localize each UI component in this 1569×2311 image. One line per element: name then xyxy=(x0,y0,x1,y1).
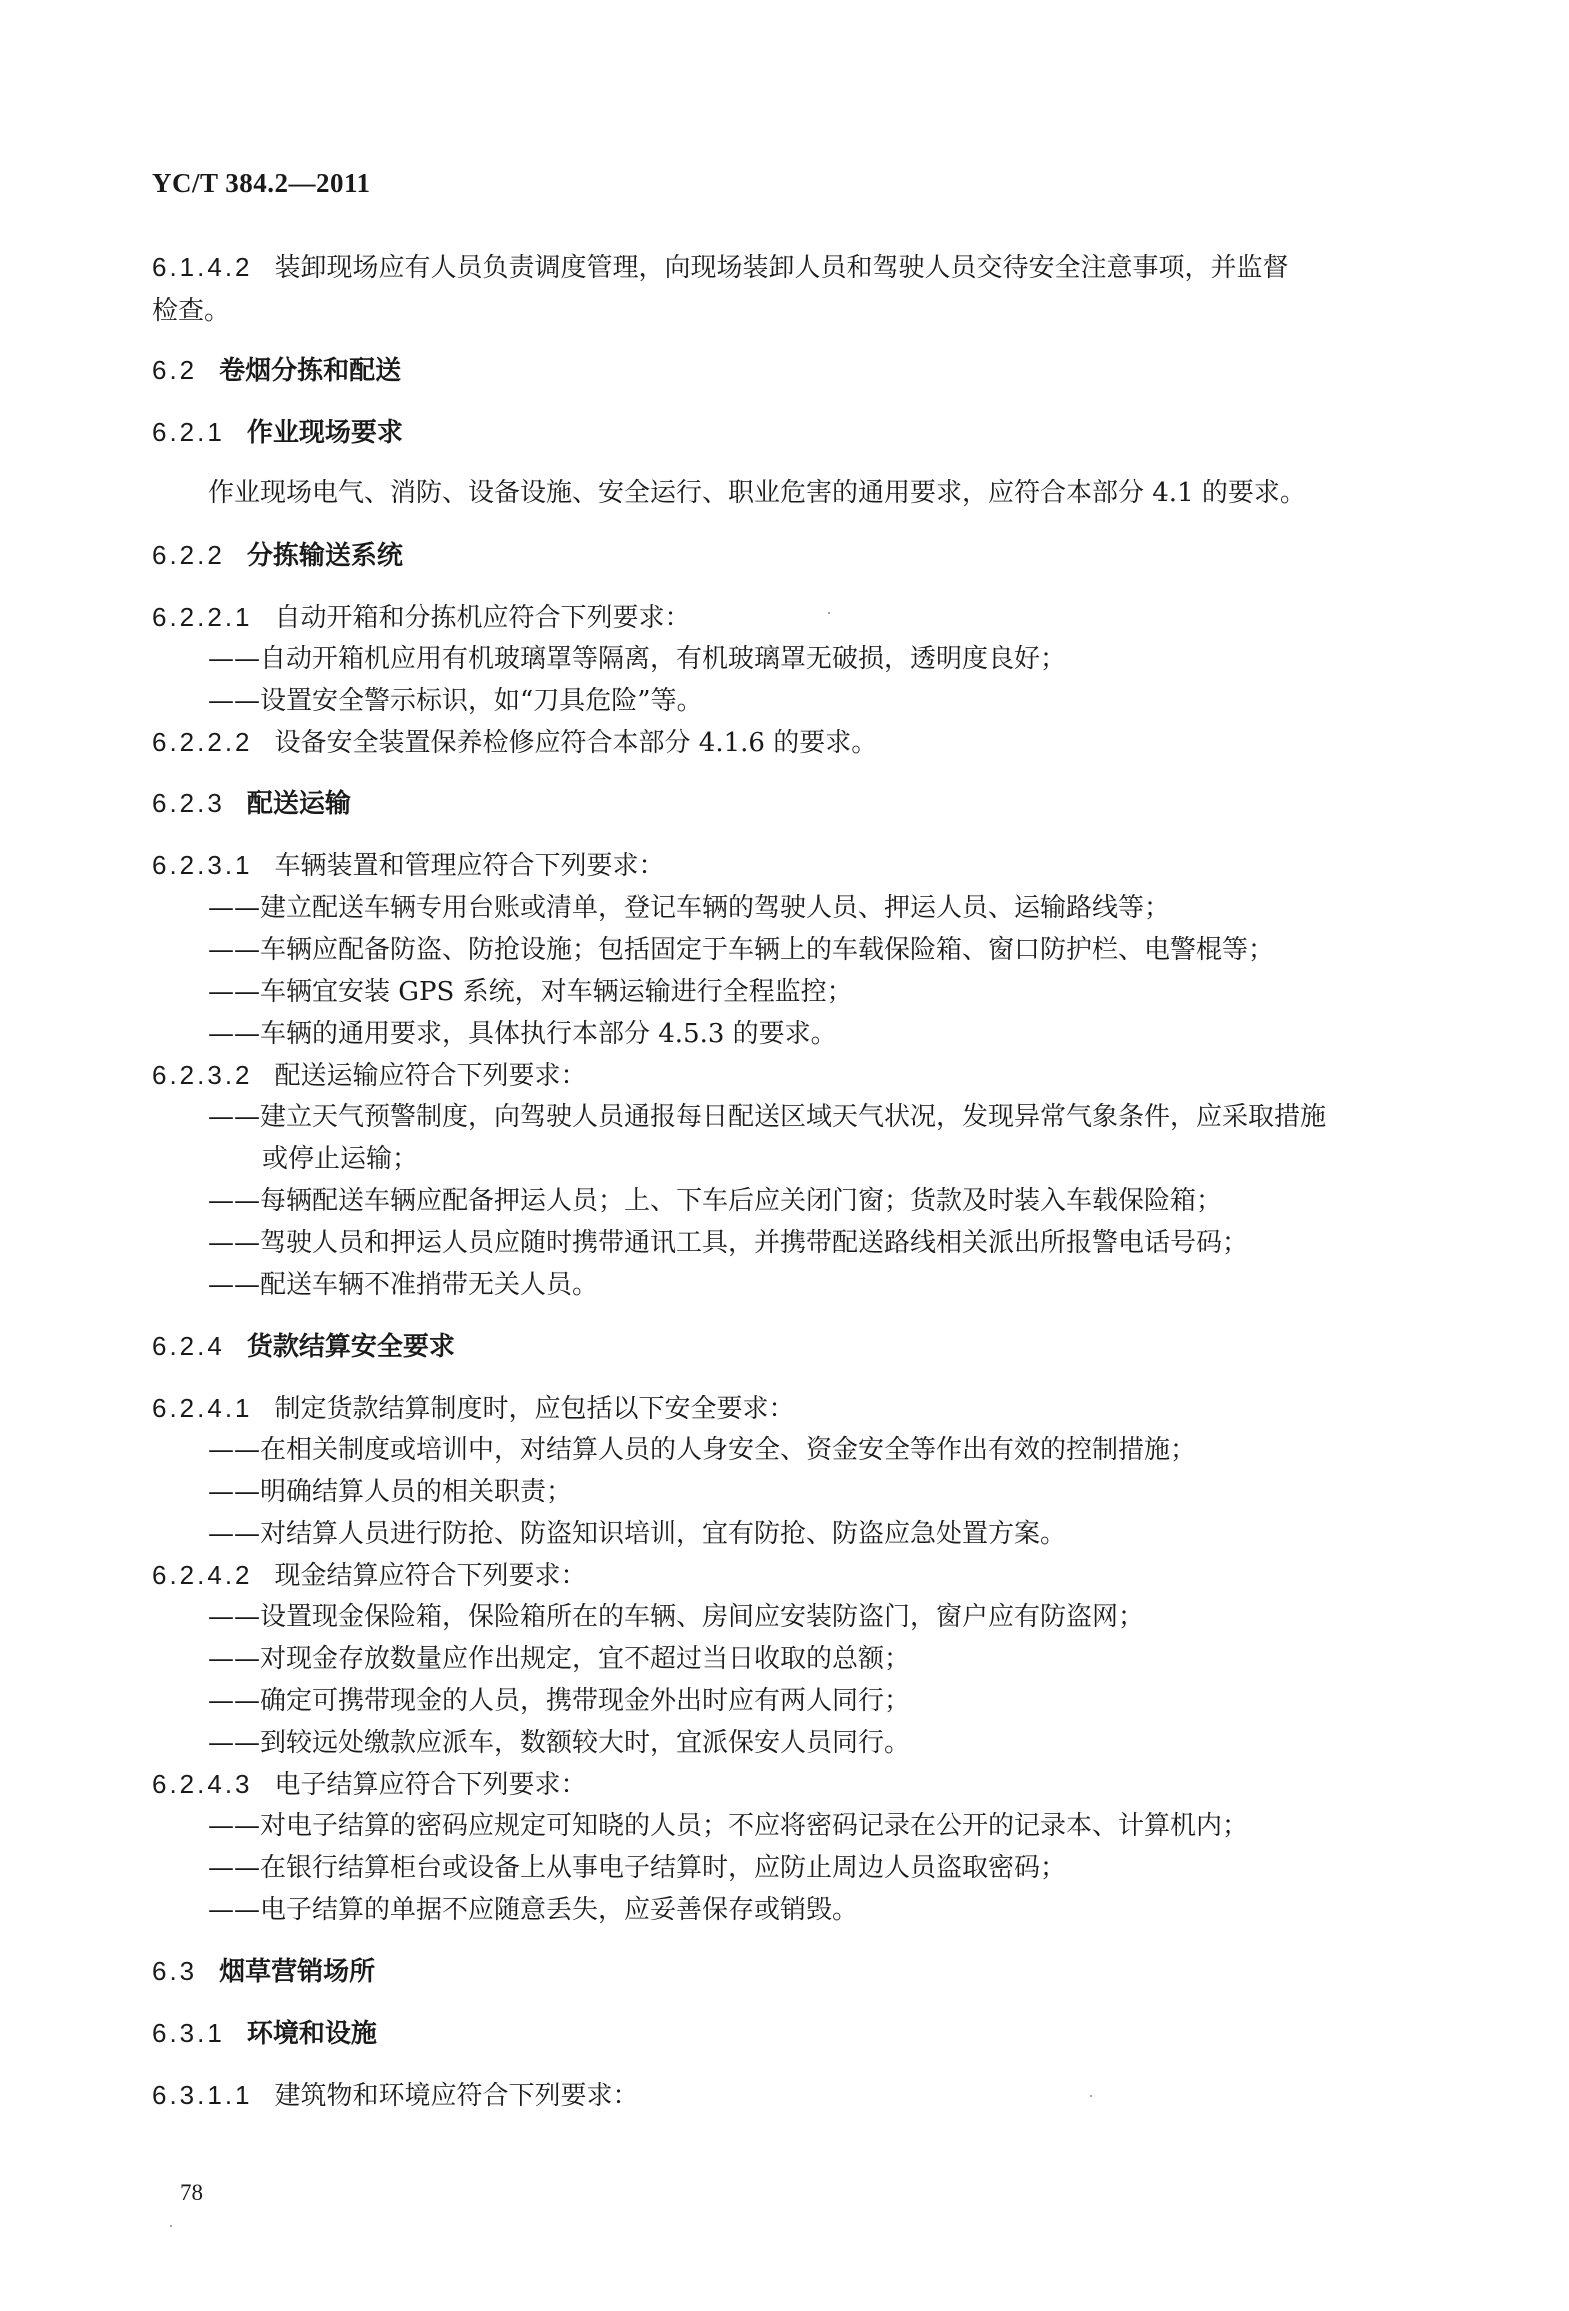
list-item-text: ——车辆的通用要求，具体执行本部分 4.5.3 的要求。 xyxy=(208,1019,837,1049)
section-title: 分拣输送系统 xyxy=(246,541,403,571)
paragraph-text: 作业现场电气、消防、设备设施、安全运行、职业危害的通用要求，应符合本部分 4.1 的要求。 xyxy=(208,478,1306,508)
clause-number: 6.2.3.2 xyxy=(152,1060,253,1090)
list-item-text: ——驾驶人员和押运人员应随时携带通讯工具，并携带配送路线相关派出所报警电话号码； xyxy=(208,1228,1249,1258)
section-heading-6-3-1 xyxy=(152,2020,377,2047)
clause-text: 现金结算应符合下列要求： xyxy=(274,1561,587,1591)
list-item-text: ——电子结算的单据不应随意丢失，应妥善保存或销毁。 xyxy=(208,1895,859,1925)
section-number: 6.3 xyxy=(152,1956,198,1986)
section-title: 环境和设施 xyxy=(246,2019,377,2049)
list-item xyxy=(208,1688,910,1714)
list-item xyxy=(208,1521,1066,1547)
clause-number: 6.3.1.1 xyxy=(152,2080,253,2110)
clause-text: 配送运输应符合下列要求： xyxy=(274,1061,587,1091)
section-heading-6-2 xyxy=(152,357,401,384)
clause-number: 6.2.3.1 xyxy=(152,850,253,880)
clause-text: 制定货款结算制度时，应包括以下安全要求： xyxy=(274,1394,795,1424)
section-number: 6.2.2 xyxy=(152,540,225,570)
section-title: 配送运输 xyxy=(246,789,351,819)
section-title: 烟草营销场所 xyxy=(219,1957,376,1987)
clause-6-2-4-3 xyxy=(152,1771,587,1798)
list-item xyxy=(208,1437,1196,1463)
list-item xyxy=(208,937,1274,963)
list-item xyxy=(208,1021,837,1047)
clause-text: 建筑物和环境应符合下列要求： xyxy=(274,2081,639,2111)
list-item xyxy=(208,1230,1248,1256)
clause-text: 电子结算应符合下列要求： xyxy=(274,1770,587,1800)
clause-number: 6.2.2.2 xyxy=(152,727,253,757)
list-item-text: ——车辆应配备防盗、防抢设施；包括固定于车辆上的车载保险箱、窗口防护栏、电警棍等； xyxy=(208,935,1275,965)
list-item-text: ——每辆配送车辆应配备押运人员；上、下车后应关闭门窗；货款及时装入车载保险箱； xyxy=(208,1186,1223,1216)
list-item xyxy=(208,646,1066,672)
clause-6-1-4-2 xyxy=(152,254,1289,281)
list-item-continuation xyxy=(262,1146,418,1172)
clause-6-3-1-1 xyxy=(152,2082,639,2109)
clause-number: 6.1.4.2 xyxy=(152,252,253,282)
section-title: 货款结算安全要求 xyxy=(246,1332,455,1362)
section-number: 6.2 xyxy=(152,355,198,385)
list-item xyxy=(208,1813,1248,1839)
list-item xyxy=(208,1855,1066,1881)
list-item xyxy=(208,1188,1222,1214)
list-item-text: ——对结算人员进行防抢、防盗知识培训，宜有防抢、防盗应急处置方案。 xyxy=(208,1519,1067,1549)
list-item-text: ——设置安全警示标识，如“刀具危险”等。 xyxy=(208,686,703,716)
list-item xyxy=(208,1104,1326,1130)
clause-number: 6.2.4.1 xyxy=(152,1393,253,1423)
clause-continuation xyxy=(152,298,230,324)
section-title: 卷烟分拣和配送 xyxy=(219,356,402,386)
list-item xyxy=(208,1479,572,1505)
clause-6-2-4-1 xyxy=(152,1395,795,1422)
paragraph xyxy=(208,480,1306,506)
section-heading-6-2-2 xyxy=(152,542,403,569)
list-item xyxy=(208,895,1170,921)
page-number: 78 xyxy=(180,2180,203,2205)
list-item-text: ——确定可携带现金的人员，携带现金外出时应有两人同行； xyxy=(208,1686,911,1716)
list-item xyxy=(208,688,703,714)
clause-number: 6.2.2.1 xyxy=(152,602,253,632)
scan-speck xyxy=(170,2225,172,2227)
list-item xyxy=(208,1646,910,1672)
scan-speck xyxy=(828,612,830,614)
section-heading-6-2-4 xyxy=(152,1333,455,1360)
clause-text: 设备安全装置保养检修应符合本部分 4.1.6 的要求。 xyxy=(274,728,878,758)
list-item-text: ——在银行结算柜台或设备上从事电子结算时，应防止周边人员盗取密码； xyxy=(208,1853,1067,1883)
section-title: 作业现场要求 xyxy=(246,418,403,448)
section-heading-6-2-1 xyxy=(152,419,403,446)
clause-6-2-3-1 xyxy=(152,852,665,879)
clause-number: 6.2.4.3 xyxy=(152,1769,253,1799)
list-item xyxy=(208,1604,1144,1630)
list-item-text: ——明确结算人员的相关职责； xyxy=(208,1477,573,1507)
scan-speck xyxy=(1090,2095,1092,2097)
list-item xyxy=(208,979,853,1005)
clause-number: 6.2.4.2 xyxy=(152,1560,253,1590)
clause-6-2-3-2 xyxy=(152,1062,587,1089)
list-item-text: ——配送车辆不准捎带无关人员。 xyxy=(208,1270,599,1300)
list-item-text: ——车辆宜安装 GPS 系统，对车辆运输进行全程监控； xyxy=(208,977,853,1007)
list-item-text: ——自动开箱机应用有机玻璃罩等隔离，有机玻璃罩无破损，透明度良好； xyxy=(208,644,1067,674)
section-number: 6.3.1 xyxy=(152,2018,225,2048)
list-item-text: 或停止运输； xyxy=(262,1144,419,1174)
list-item xyxy=(208,1272,598,1298)
list-item-text: ——到较远处缴款应派车，数额较大时，宜派保安人员同行。 xyxy=(208,1728,911,1758)
list-item-text: ——在相关制度或培训中，对结算人员的人身安全、资金安全等作出有效的控制措施； xyxy=(208,1435,1197,1465)
clause-text: 车辆装置和管理应符合下列要求： xyxy=(274,851,665,881)
clause-6-2-2-2 xyxy=(152,729,877,756)
clause-text: 装卸现场应有人员负责调度管理，向现场装卸人员和驾驶人员交待安全注意事项，并监督 xyxy=(274,253,1289,283)
list-item-text: ——对电子结算的密码应规定可知晓的人员；不应将密码记录在公开的记录本、计算机内； xyxy=(208,1811,1249,1841)
section-heading-6-3 xyxy=(152,1958,375,1985)
list-item xyxy=(208,1730,910,1756)
clause-6-2-4-2 xyxy=(152,1562,587,1589)
list-item-text: ——设置现金保险箱，保险箱所在的车辆、房间应安装防盗门，窗户应有防盗网； xyxy=(208,1602,1145,1632)
section-number: 6.2.1 xyxy=(152,417,225,447)
list-item-text: ——建立天气预警制度，向驾驶人员通报每日配送区域天气状况，发现异常气象条件，应采取措施 xyxy=(208,1102,1327,1132)
clause-6-2-2-1 xyxy=(152,604,691,631)
clause-text: 检查。 xyxy=(152,296,231,326)
list-item-text: ——建立配送车辆专用台账或清单，登记车辆的驾驶人员、押运人员、运输路线等； xyxy=(208,893,1171,923)
clause-text: 自动开箱和分拣机应符合下列要求： xyxy=(274,603,691,633)
standard-code-header: YC/T 384.2—2011 xyxy=(152,168,371,198)
list-item-text: ——对现金存放数量应作出规定，宜不超过当日收取的总额； xyxy=(208,1644,911,1674)
section-number: 6.2.3 xyxy=(152,788,225,818)
section-heading-6-2-3 xyxy=(152,790,351,817)
list-item xyxy=(208,1897,858,1923)
section-number: 6.2.4 xyxy=(152,1331,225,1361)
